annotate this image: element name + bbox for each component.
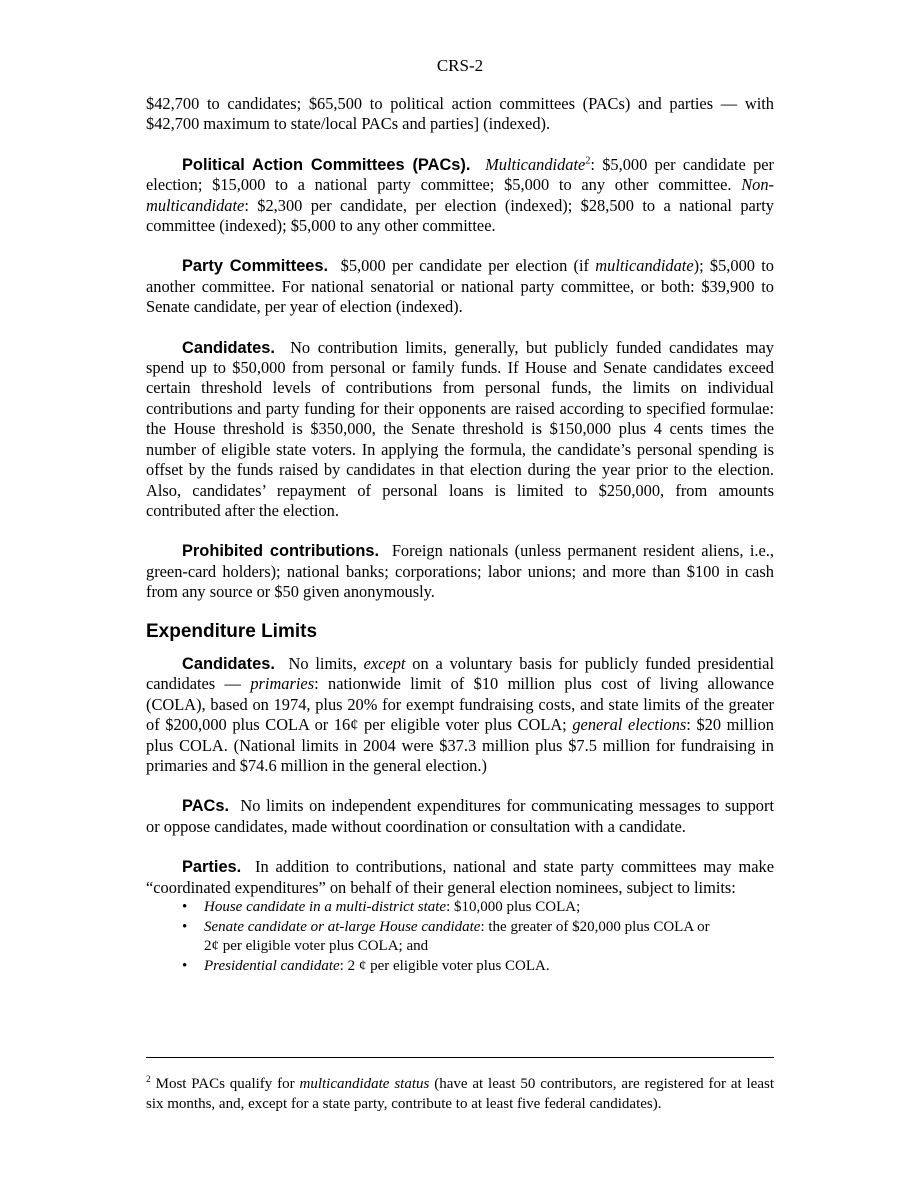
- footnote-number: 2: [146, 1075, 151, 1085]
- party-committees-text-1: $5,000 per candidate per election (if: [340, 256, 596, 276]
- bullet-icon: •: [182, 957, 188, 974]
- candidates-expenditure-text-1: No limits,: [288, 653, 364, 673]
- primaries-term: primaries: [250, 674, 315, 694]
- footnote-divider: [146, 1057, 774, 1058]
- footnote-text-1: Most PACs qualify for: [150, 1076, 300, 1092]
- list-item-term: Senate candidate or at-large House candidate: [204, 918, 481, 935]
- list-item-term: House candidate in a multi-district state: [204, 899, 447, 915]
- candidates-expenditure-paragraph: [146, 654, 774, 776]
- candidates-expenditure-text-4: : $20 million plus COLA. (National limits in 2004 were $37.3 million plus $7.5 million for fundraising in primaries and $74.6 million in the general election.): [146, 715, 774, 775]
- bullet-icon: •: [182, 899, 188, 915]
- list-item-text: : the greater of $20,000 plus COLA or 2¢ per eligible voter plus COLA; and: [204, 918, 710, 954]
- candidates-contribution-paragraph: [146, 338, 774, 522]
- pacs-paragraph: [146, 155, 774, 237]
- pacs-expenditure-heading: PACs.: [182, 797, 230, 816]
- candidates-expenditure-text-3: : nationwide limit of $10 million plus cost of living allowance (COLA), based on 1974, plus 20% for exempt fundraising costs, and state limits of the greater of $200,000 plus COLA or 16¢ per eligible voter plus COLA;: [146, 674, 774, 735]
- list-item-text: : 2 ¢ per eligible voter plus COLA.: [339, 957, 550, 974]
- pacs-heading: Political Action Committees (PACs).: [182, 155, 471, 174]
- candidates-text: No contribution limits, generally, but publicly funded candidates may spend up to $50,000 from personal or family funds. If House and Senate candidates exceed certain threshold levels of contributions from personal funds, the limits on individual contributions and party funding for their opponents are raised according to specified formulae: the House threshold is $350,000, the Senate threshold is $150,000 plus 4 cents times the number of eligible state voters. In applying the formula, the candidate’s personal spending is offset by the funds raised by candidates in that election during the year prior to the election. Also, candidates’ repayment of personal loans is limited to $250,000, from amounts contributed after the election.: [146, 337, 774, 520]
- party-committees-paragraph: [146, 256, 774, 317]
- pacs-expenditure-paragraph: [146, 796, 774, 837]
- party-committees-heading: Party Committees.: [182, 257, 329, 276]
- prohibited-text: Foreign nationals (unless permanent resident aliens, i.e., green-card holders); national banks; corporations; labor unions; and more than $100 in cash from any source or $50 given anonymously.: [146, 541, 774, 602]
- list-item: [146, 898, 774, 918]
- parties-expenditure-paragraph: [146, 857, 774, 898]
- prohibited-heading: Prohibited contributions.: [182, 542, 380, 561]
- non-multicandidate-term: Non-multicandidate: [146, 175, 774, 215]
- except-term: except: [363, 653, 406, 673]
- multicandidate-term: Multicandidate: [485, 154, 586, 174]
- prohibited-contributions-paragraph: [146, 541, 774, 602]
- footnote-ref[interactable]: 2: [585, 155, 591, 167]
- footnote-term: multicandidate status: [299, 1076, 430, 1092]
- general-elections-term: general elections: [572, 715, 687, 735]
- list-item-term: Presidential candidate: [204, 957, 340, 974]
- party-committees-text-2: ); $5,000 to another committee. For national senatorial or national party committee, or both: $39,900 to Senate candidate, per year of election (indexed).: [146, 256, 774, 317]
- footnote-text-2: (have at least 50 contributors, are registered for at least six months, and, except for a state party, contribute to at least five federal candidates).: [146, 1076, 774, 1112]
- candidates-expenditure-heading: Candidates.: [182, 654, 275, 673]
- bullet-icon: •: [182, 918, 188, 935]
- list-item: [146, 957, 774, 977]
- multicandidate-term: multicandidate: [595, 256, 694, 276]
- expenditure-limits-heading: Expenditure Limits: [146, 620, 318, 642]
- candidates-expenditure-text-2: on a voluntary basis for publicly funded presidential candidates —: [146, 653, 775, 694]
- parties-heading: Parties.: [182, 858, 242, 877]
- pacs-text-2: : $2,300 per candidate, per election (indexed); $28,500 to a national party committee (indexed); $5,000 to any other committee.: [146, 195, 774, 236]
- list-item: [146, 918, 774, 957]
- pacs-expenditure-text: No limits on independent expenditures for communicating messages to support or oppose candidates, made without coordination or consultation with a candidate.: [146, 796, 774, 836]
- parties-text: In addition to contributions, national and state party committees may make “coordinated expenditures” on behalf of their general election nominees, subject to limits:: [146, 857, 774, 897]
- page-header: CRS-2: [436, 56, 484, 75]
- coordinated-expenditure-limits-list: [146, 898, 774, 976]
- list-item-text: : $10,000 plus COLA;: [446, 899, 581, 915]
- document-body: [146, 94, 774, 976]
- continuation-paragraph: $42,700 to candidates; $65,500 to political action committees (PACs) and parties — with $42,700 maximum to state/local PACs and parties] (indexed).: [146, 94, 774, 134]
- footnote: [146, 1075, 774, 1114]
- pacs-text-1: : $5,000 per candidate per election; $15,000 to a national party committee; $5,000 to any other committee.: [146, 154, 774, 195]
- candidates-heading: Candidates.: [182, 338, 275, 357]
